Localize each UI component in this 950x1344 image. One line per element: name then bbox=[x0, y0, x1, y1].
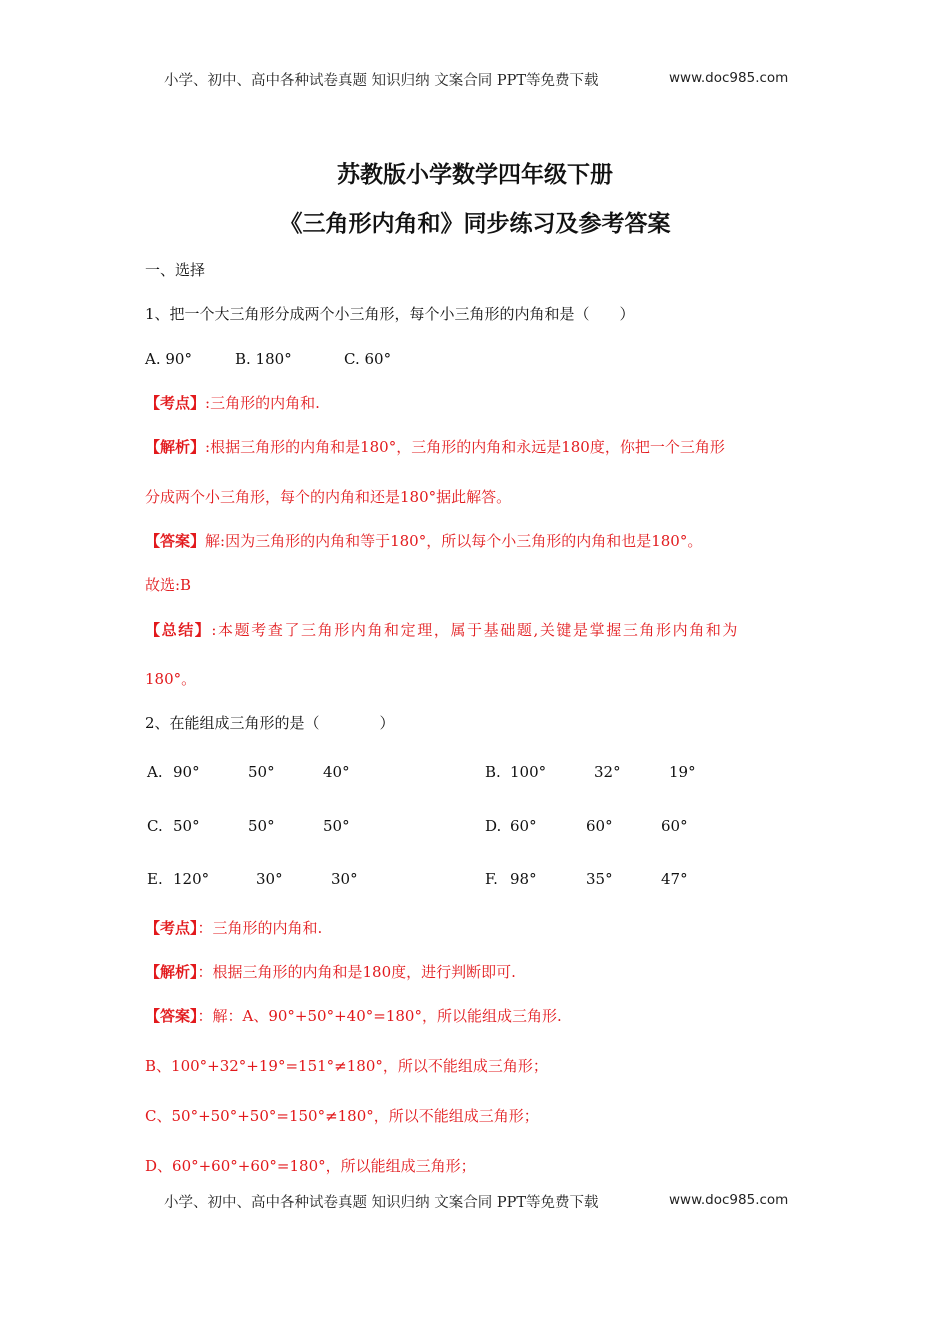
q1-daan bbox=[145, 531, 702, 551]
q1-kaodian-text: :三角形的内角和. bbox=[205, 394, 320, 412]
q2-option-a-angle-1: 90° bbox=[173, 763, 200, 781]
q2-option-b-angle-2: 32° bbox=[594, 763, 621, 781]
q2-option-d-label: D. bbox=[485, 817, 502, 835]
q2-option-c-angle-1: 50° bbox=[173, 817, 200, 835]
footer-url-box bbox=[669, 1192, 788, 1208]
q2-line-b: B、100°+32°+19°=151°≠180°，所以不能组成三角形； bbox=[145, 1057, 548, 1075]
q1-daan-tag: 【答案】 bbox=[145, 532, 206, 550]
q1-jiexi-text-2: 分成两个小三角形，每个的内角和还是180°据此解答。 bbox=[145, 488, 512, 506]
header-url-box bbox=[669, 70, 788, 86]
q2-question: 2、在能组成三角形的是（ ） bbox=[145, 714, 395, 732]
q2-option-a-angle-3: 40° bbox=[323, 763, 350, 781]
q2-option-b-label: B. bbox=[485, 763, 501, 781]
q2-option-f-label: F. bbox=[485, 870, 498, 888]
q1-option-b: B. 180° bbox=[235, 350, 292, 368]
q2-option-a-label: A. bbox=[147, 763, 163, 781]
section-heading: 一、选择 bbox=[145, 261, 206, 279]
page-header bbox=[164, 69, 599, 90]
q1-zongjie-text-2: 180°。 bbox=[145, 670, 197, 688]
q2-daan-tag: 【答案】 bbox=[145, 1007, 198, 1025]
q2-line-d: D、60°+60°+60°=180°，所以能组成三角形； bbox=[145, 1157, 476, 1175]
q2-daan bbox=[145, 1006, 562, 1026]
q2-option-e-label: E. bbox=[147, 870, 163, 888]
q2-kaodian bbox=[145, 918, 322, 938]
q2-option-f-angle-3: 47° bbox=[661, 870, 688, 888]
q2-jiexi-tag: 【解析】 bbox=[145, 963, 198, 981]
q1-daan-text: 解:因为三角形的内角和等于180°，所以每个小三角形的内角和也是180°。 bbox=[205, 532, 703, 550]
q2-option-d-angle-3: 60° bbox=[661, 817, 688, 835]
title-line-2: 《三角形内角和》同步练习及参考答案 bbox=[279, 211, 671, 237]
q2-option-c-label: C. bbox=[147, 817, 163, 835]
q2-option-d-angle-2: 60° bbox=[586, 817, 613, 835]
footer-url[interactable]: www.doc985.com bbox=[669, 1192, 789, 1208]
q1-jiexi-tag: 【解析】 bbox=[145, 438, 206, 456]
q2-option-e-angle-1: 120° bbox=[173, 870, 210, 888]
title-line-1: 苏教版小学数学四年级下册 bbox=[337, 162, 613, 188]
q2-jiexi-text: ：根据三角形的内角和是180度，进行判断即可. bbox=[197, 963, 516, 981]
footer-text: 小学、初中、高中各种试卷真题 知识归纳 文案合同 PPT等免费下载 bbox=[164, 1195, 599, 1211]
q2-option-c-angle-3: 50° bbox=[323, 817, 350, 835]
page-footer bbox=[164, 1191, 599, 1212]
header-url[interactable]: www.doc985.com bbox=[669, 70, 789, 86]
q2-option-b-angle-3: 19° bbox=[669, 763, 696, 781]
q1-guxuan: 故选:B bbox=[145, 576, 192, 594]
q2-kaodian-text: ：三角形的内角和. bbox=[197, 919, 323, 937]
q1-zongjie bbox=[145, 620, 739, 640]
q1-option-c: C. 60° bbox=[344, 350, 392, 368]
q2-option-a-angle-2: 50° bbox=[248, 763, 275, 781]
q1-question: 1、把一个大三角形分成两个小三角形，每个小三角形的内角和是（ ） bbox=[145, 305, 635, 323]
q2-line-c: C、50°+50°+50°=150°≠180°，所以不能组成三角形； bbox=[145, 1107, 539, 1125]
q2-daan-text: ：解：A、90°+50°+40°=180°，所以能组成三角形. bbox=[197, 1007, 562, 1025]
q1-zongjie-tag: 【总结】 bbox=[145, 621, 212, 639]
q2-option-e-angle-3: 30° bbox=[331, 870, 358, 888]
q2-option-d-angle-1: 60° bbox=[510, 817, 537, 835]
q2-option-e-angle-2: 30° bbox=[256, 870, 283, 888]
q1-kaodian bbox=[145, 393, 320, 413]
q2-option-b-angle-1: 100° bbox=[510, 763, 547, 781]
q1-jiexi-text-1: :根据三角形的内角和是180°，三角形的内角和永远是180度，你把一个三角形 bbox=[205, 438, 725, 456]
header-text: 小学、初中、高中各种试卷真题 知识归纳 文案合同 PPT等免费下载 bbox=[164, 73, 599, 89]
q2-kaodian-tag: 【考点】 bbox=[145, 919, 198, 937]
q2-jiexi bbox=[145, 962, 516, 982]
q1-option-a: A. 90° bbox=[145, 350, 192, 368]
q1-jiexi bbox=[145, 437, 725, 457]
q2-option-f-angle-2: 35° bbox=[586, 870, 613, 888]
q1-zongjie-text-1: :本题考查了三角形内角和定理，属于基础题,关键是掌握三角形内角和为 bbox=[211, 621, 740, 639]
q2-option-f-angle-1: 98° bbox=[510, 870, 537, 888]
q2-option-c-angle-2: 50° bbox=[248, 817, 275, 835]
q1-kaodian-tag: 【考点】 bbox=[145, 394, 206, 412]
